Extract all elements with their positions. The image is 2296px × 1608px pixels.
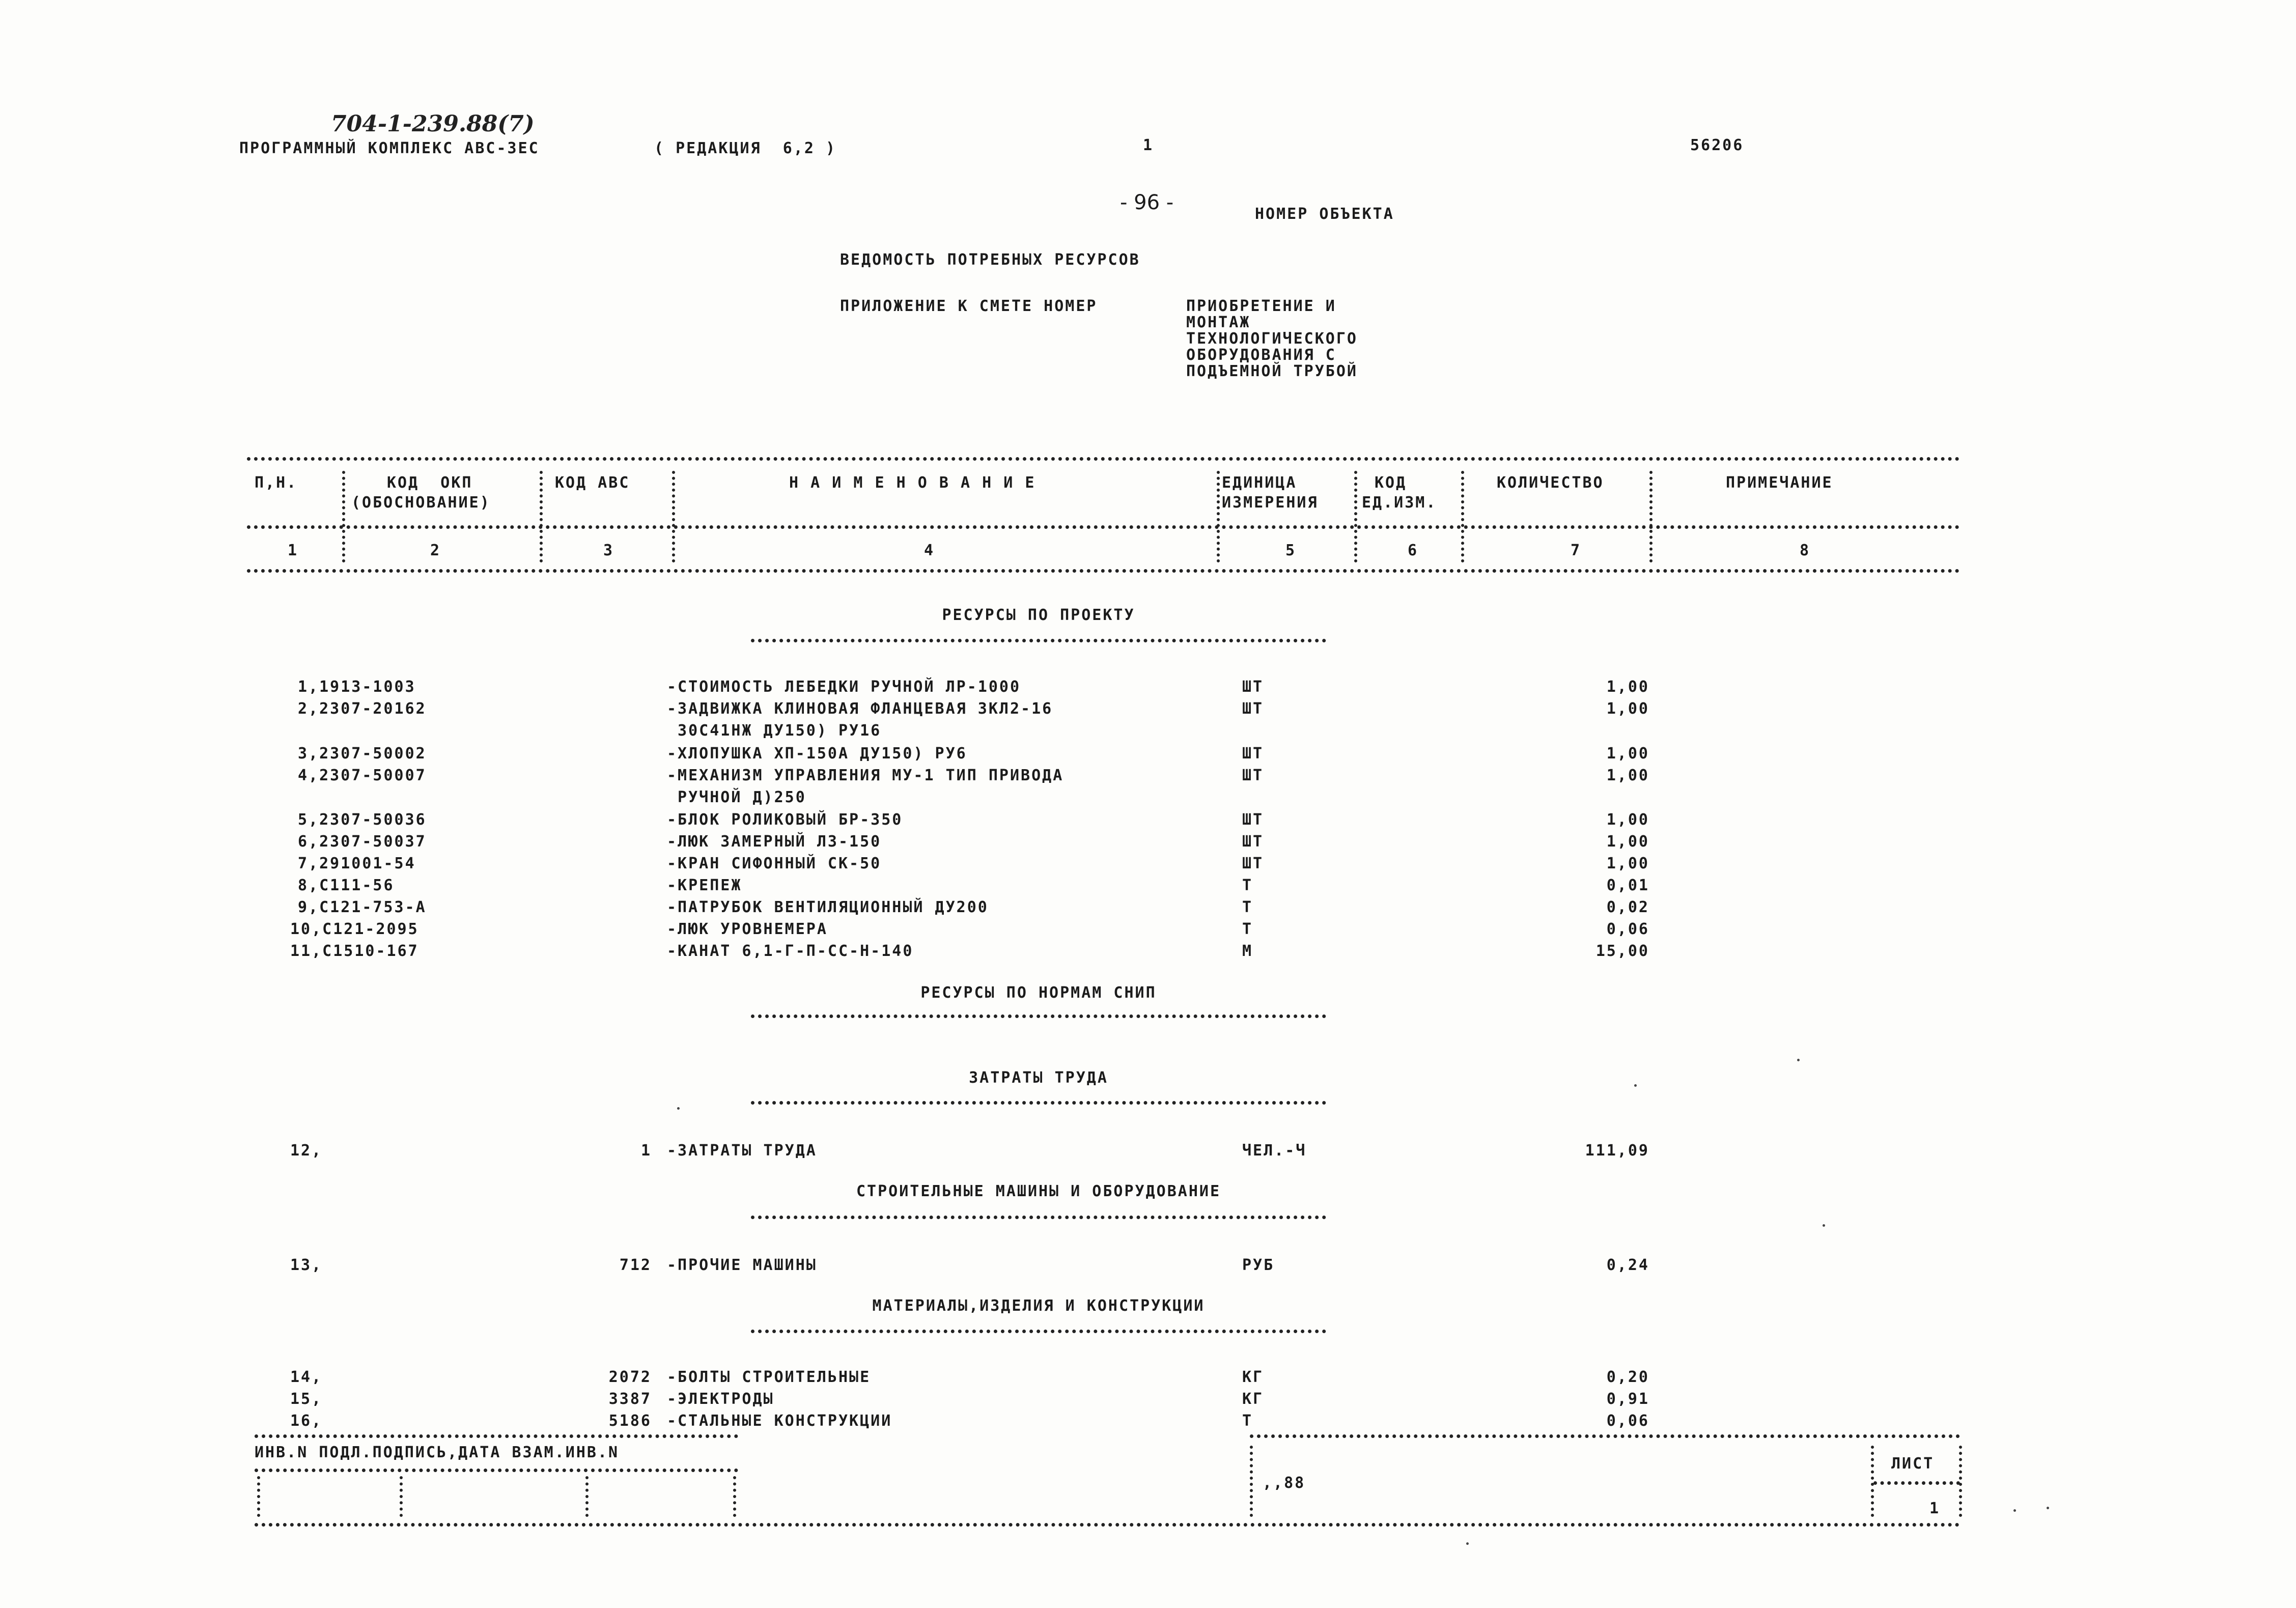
row-pn: 9,С121-753-А [298,898,427,916]
scan-speck [2047,1507,2049,1509]
row-pn: 2,2307-20162 [298,700,427,718]
header-note: ПРИМЕЧАНИЕ [1726,474,1833,492]
row-unit: М [1242,942,1253,960]
col-sep [1461,471,1464,562]
header-unit-2: ИЗМЕРЕНИЯ [1222,494,1319,512]
section-underline [751,1216,1326,1219]
document-title: ВЕДОМОСТЬ ПОТРЕБНЫХ РЕСУРСОВ [840,251,1140,269]
header-unit: ЕДИНИЦА [1222,474,1297,492]
appendix-line: ПОДЪЕМНОЙ ТРУБОЙ [1186,362,1358,380]
row-pn: 5,2307-50036 [298,811,427,829]
row-pn: 1,1913-1003 [298,678,416,696]
row-qty: 1,00 [1606,678,1649,696]
row-qty: 1,00 [1606,833,1649,851]
row-pn: 4,2307-50007 [298,767,427,784]
footer-bottom-rule [255,1523,1960,1527]
document-number: 56206 [1690,136,1744,154]
header-unit-code-2: ЕД.ИЗМ. [1362,494,1437,512]
row-unit: КГ [1242,1368,1264,1386]
col-number: 1 [288,542,299,559]
row-pn: 14, [290,1368,323,1386]
col-sep [1217,471,1220,562]
row-name: -СТОИМОСТЬ ЛЕБЕДКИ РУЧНОЙ ЛР-1000 [667,678,1021,696]
row-name: -ЛЮК УРОВНЕМЕРА [667,920,828,938]
section-heading: ЗАТРАТЫ ТРУДА [969,1069,1108,1087]
row-pn: 16, [290,1412,323,1430]
col-number: 5 [1285,542,1297,559]
row-qty: 0,06 [1606,1412,1649,1430]
object-label: НОМЕР ОБЪЕКТА [1255,205,1394,223]
col-number: 2 [430,542,441,559]
section-heading: МАТЕРИАЛЫ,ИЗДЕЛИЯ И КОНСТРУКЦИИ [872,1297,1205,1315]
col-number: 7 [1571,542,1582,559]
row-qty: 0,24 [1606,1256,1649,1274]
col-sep [672,471,675,562]
row-name: -ПРОЧИЕ МАШИНЫ [667,1256,817,1274]
header-pn: П,Н. [255,474,298,492]
row-unit: РУБ [1242,1256,1275,1274]
row-qty: 111,09 [1585,1142,1649,1160]
header-bottom-rule [247,569,1960,573]
row-abc-code: 1 [640,1142,652,1160]
row-unit: ШТ [1242,700,1264,718]
row-name: -ХЛОПУШКА ХП-150А ДУ150) РУ6 [667,745,967,763]
scan-speck [1634,1084,1637,1087]
scan-speck [1466,1542,1469,1545]
row-pn: 6,2307-50037 [298,833,427,851]
row-name: -СТАЛЬНЫЕ КОНСТРУКЦИИ [667,1412,892,1430]
appendix-line: ОБОРУДОВАНИЯ С [1186,346,1336,364]
row-qty: 0,02 [1606,898,1649,916]
row-abc-code: 2072 [608,1368,652,1386]
sheet-label: ЛИСТ [1891,1455,1935,1473]
edition-label: ( РЕДАКЦИЯ 6,2 ) [654,139,837,157]
section-heading: РЕСУРСЫ ПО НОРМАМ СНИП [920,984,1157,1002]
footer-right-top-rule [1250,1434,1960,1438]
row-unit: Т [1242,877,1253,894]
row-unit: ШТ [1242,833,1264,851]
col-number: 4 [924,542,935,559]
row-qty: 1,00 [1606,855,1649,872]
program-line: ПРОГРАММНЫЙ КОМПЛЕКС АВС-3ЕС [239,139,540,157]
row-unit: ЧЕЛ.-Ч [1242,1142,1307,1160]
sheet-box-rule [1873,1481,1960,1485]
row-name: -БОЛТЫ СТРОИТЕЛЬНЫЕ [667,1368,871,1386]
row-name: -ЛЮК ЗАМЕРНЫЙ ЛЗ-150 [667,833,882,851]
stamp-sep [257,1476,260,1517]
row-qty: 1,00 [1606,700,1649,718]
row-qty: 0,01 [1606,877,1649,894]
handwritten-reference: 704-1-239.88(7) [331,111,535,137]
row-name-continued: РУЧНОЙ Д)250 [667,788,806,806]
row-unit: Т [1242,920,1253,938]
scan-speck [1797,1059,1800,1061]
appendix-label: ПРИЛОЖЕНИЕ К СМЕТЕ НОМЕР [840,297,1098,315]
row-unit: Т [1242,898,1253,916]
row-name-continued: 30С41НЖ ДУ150) РУ16 [667,722,882,740]
header-okp: КОД ОКП [387,474,473,492]
appendix-line: МОНТАЖ [1186,314,1251,331]
section-underline [751,1101,1326,1105]
col-number: 3 [603,542,614,559]
row-abc-code: 3387 [608,1390,652,1408]
footer-right-sep [1250,1446,1253,1517]
row-name: -БЛОК РОЛИКОВЫЙ БР-350 [667,811,903,829]
row-unit: ШТ [1242,767,1264,784]
appendix-lines [1186,298,1358,380]
stamp-mid-rule [255,1469,738,1472]
col-number: 8 [1800,542,1811,559]
section-underline [751,639,1326,642]
scan-speck [677,1107,680,1110]
row-unit: ШТ [1242,678,1264,696]
row-pn: 13, [290,1256,323,1274]
header-quantity: КОЛИЧЕСТВО [1497,474,1604,492]
row-pn: 15, [290,1390,323,1408]
sheet-number: 1 [1929,1500,1941,1517]
row-qty: 1,00 [1606,745,1649,763]
row-pn: 3,2307-50002 [298,745,427,763]
col-sep [1354,471,1357,562]
row-name: -ЭЛЕКТРОДЫ [667,1390,774,1408]
top-number: 1 [1143,136,1154,154]
col-number: 6 [1408,542,1419,559]
scan-speck [1823,1224,1825,1227]
row-pn: 8,С111-56 [298,877,395,894]
row-pn: 11,С1510-167 [290,942,419,960]
row-name: -ЗАДВИЖКА КЛИНОВАЯ ФЛАНЦЕВАЯ ЗКЛ2-16 [667,700,1053,718]
row-name: -КРЕПЕЖ [667,877,742,894]
appendix-line: ТЕХНОЛОГИЧЕСКОГО [1186,330,1358,348]
row-unit: ШТ [1242,745,1264,763]
section-underline [751,1014,1326,1018]
row-name: -ЗАТРАТЫ ТРУДА [667,1142,817,1160]
row-name: -МЕХАНИЗМ УПРАВЛЕНИЯ МУ-1 ТИП ПРИВОДА [667,767,1064,784]
row-pn: 12, [290,1142,323,1160]
header-abc: КОД АВС [555,474,630,492]
section-heading: СТРОИТЕЛЬНЫЕ МАШИНЫ И ОБОРУДОВАНИЕ [856,1182,1221,1200]
stamp-top-rule [255,1434,738,1438]
col-sep [540,471,543,562]
stamp-sep [585,1476,589,1517]
row-unit: ШТ [1242,811,1264,829]
footer-code: ,,88 [1263,1474,1306,1492]
row-name: -КРАН СИФОННЫЙ СК-50 [667,855,882,872]
row-pn: 10,С121-2095 [290,920,419,938]
row-abc-code: 712 [619,1256,652,1274]
row-unit: Т [1242,1412,1253,1430]
row-unit: ШТ [1242,855,1264,872]
col-sep [1649,471,1653,562]
row-unit: КГ [1242,1390,1264,1408]
stamp-sep [733,1476,736,1517]
row-qty: 1,00 [1606,811,1649,829]
row-qty: 0,20 [1606,1368,1649,1386]
section-heading: РЕСУРСЫ ПО ПРОЕКТУ [942,606,1135,624]
row-qty: 15,00 [1595,942,1649,960]
stamp-sep [400,1476,403,1517]
header-mid-rule [247,525,1960,529]
row-name: -КАНАТ 6,1-Г-П-СС-Н-140 [667,942,914,960]
sheet-box-sep [1959,1446,1962,1517]
row-pn: 7,291001-54 [298,855,416,872]
page-number: - 96 - [1120,191,1174,214]
row-abc-code: 5186 [608,1412,652,1430]
row-qty: 1,00 [1606,767,1649,784]
col-sep [342,471,345,562]
stamp-header: ИНВ.N ПОДЛ.ПОДПИСЬ,ДАТА ВЗАМ.ИНВ.N [255,1444,620,1461]
row-qty: 0,06 [1606,920,1649,938]
header-top-rule [247,457,1960,461]
row-name: -ПАТРУБОК ВЕНТИЛЯЦИОННЫЙ ДУ200 [667,898,989,916]
header-basis: (ОБОСНОВАНИЕ) [351,494,491,512]
scan-speck [2013,1509,2016,1512]
header-name: Н А И М Е Н О В А Н И Е [789,474,1036,492]
header-unit-code: КОД [1375,474,1407,492]
section-underline [751,1330,1326,1333]
row-qty: 0,91 [1606,1390,1649,1408]
appendix-line: ПРИОБРЕТЕНИЕ И [1186,297,1336,315]
